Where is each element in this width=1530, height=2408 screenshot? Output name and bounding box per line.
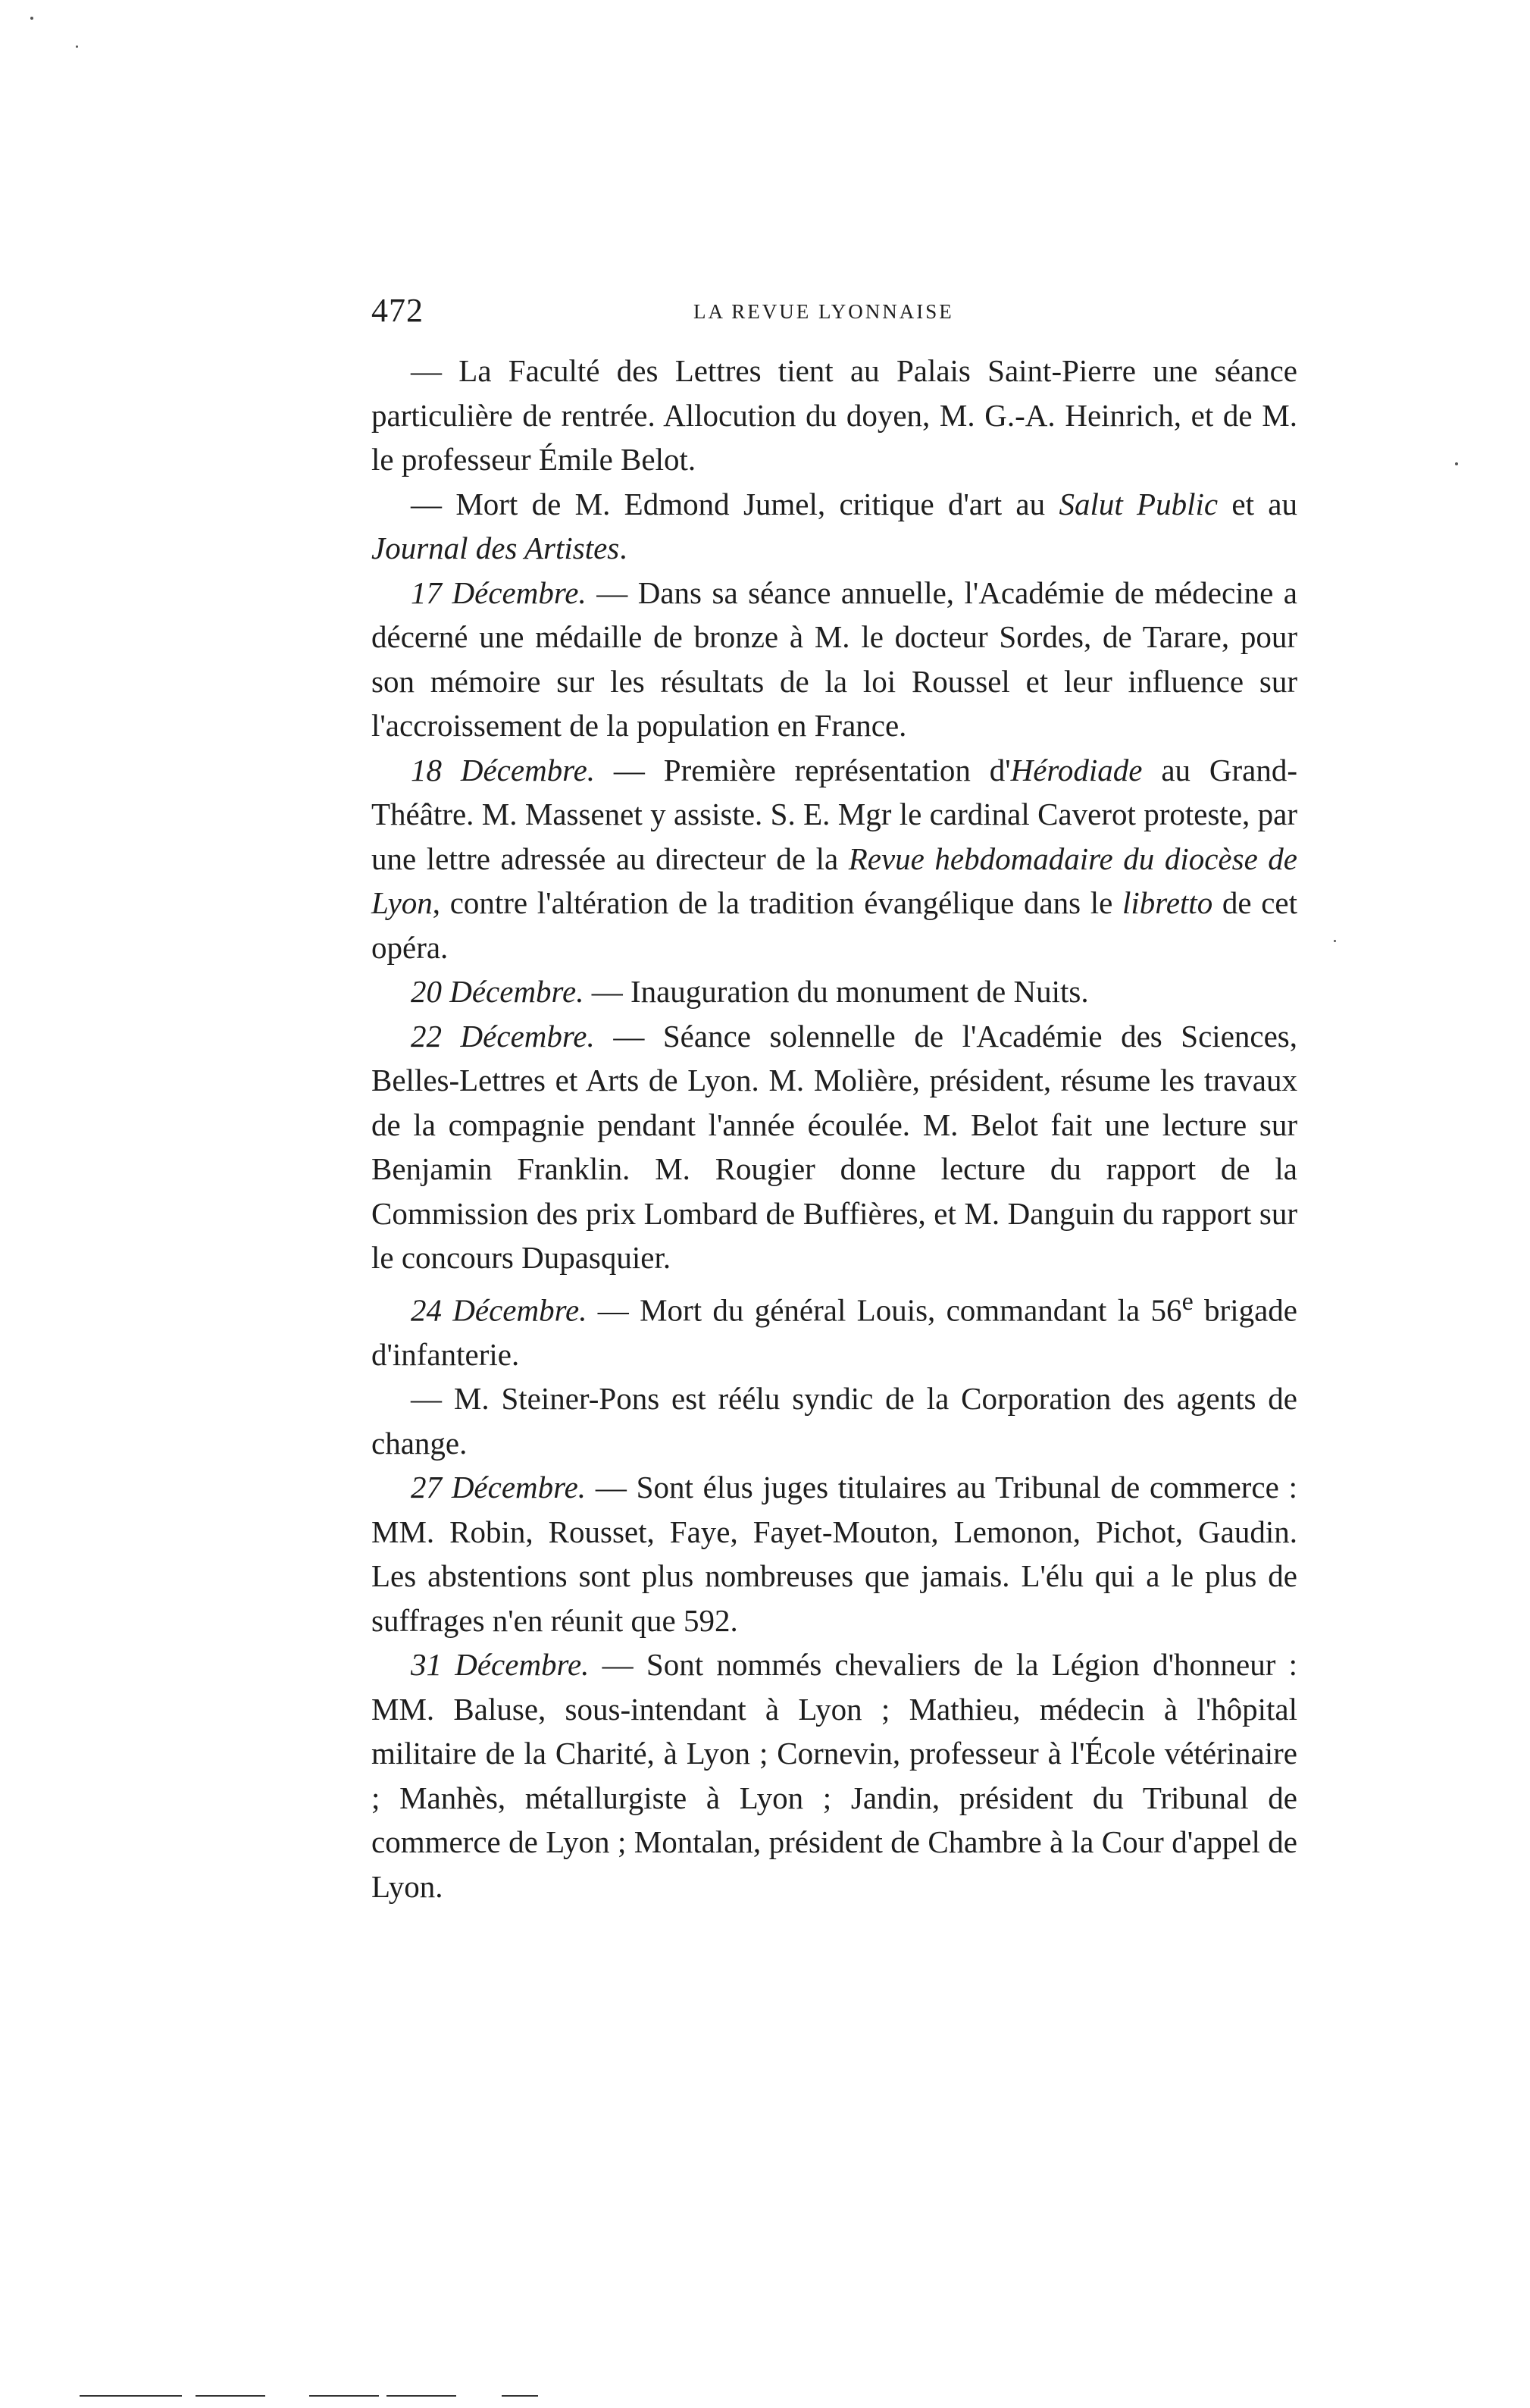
paragraph-18-decembre: [371, 748, 1297, 970]
bottom-edge-rules: [0, 2395, 1530, 2400]
superscript: e: [1181, 1287, 1194, 1316]
entry-date: 17 Décembre.: [411, 575, 587, 610]
paragraph-22-decembre: [371, 1014, 1297, 1280]
paragraph-24-decembre: [371, 1280, 1297, 1377]
paragraph-text: — Mort du général Louis, commandant la 56: [587, 1292, 1182, 1328]
divider: [309, 2395, 379, 2397]
divider: [386, 2395, 456, 2397]
entry-date: 27 Décembre.: [411, 1470, 587, 1505]
entry-date: 24 Décembre.: [411, 1292, 587, 1328]
em-dash: —: [411, 486, 456, 521]
italic-title: Journal des Artistes: [371, 531, 620, 565]
paragraph-faculte: [371, 349, 1297, 482]
paragraph-text: — Sont nommés chevaliers de la Légion d'honneur : MM. Baluse, sous-intendant à Lyon ; Mathieu, médecin à l'hôpital militaire de la Charité, à Lyon ; Cornevin, professeur à l'École vétérinaire ; Manhès, métallurgiste à Lyon ; Jandin, président du Tribunal de commerce de Lyon ; Montalan, président de Chambre à la Cour d'appel de Lyon.: [371, 1647, 1297, 1904]
divider: [502, 2395, 538, 2397]
entry-date: 31 Décembre.: [411, 1647, 590, 1683]
paragraph-text: brigade d'infanterie.: [371, 1292, 1297, 1372]
paragraph-text: et au: [1218, 486, 1298, 521]
paragraph-27-decembre: [371, 1465, 1297, 1642]
body-text: [371, 349, 1297, 1909]
paragraph-17-decembre: [371, 571, 1297, 748]
paragraph-text: — Inauguration du monument de Nuits.: [584, 974, 1089, 1009]
entry-date: 20 Décembre.: [411, 974, 584, 1009]
page-header: [371, 288, 1296, 333]
italic-title: Salut Public: [1059, 486, 1219, 521]
paragraph-text: M. Steiner-Pons est réélu syndic de la Corporation des agents de change.: [371, 1381, 1297, 1461]
paragraph-steiner-pons: [371, 1376, 1297, 1465]
em-dash: —: [411, 353, 459, 388]
paper-speck: [76, 45, 78, 48]
running-head: LA REVUE LYONNAISE: [693, 300, 954, 323]
page-number: 472: [371, 292, 424, 329]
paragraph-20-decembre: [371, 969, 1297, 1014]
entry-date: 22 Décembre.: [411, 1018, 595, 1054]
divider: [80, 2395, 182, 2397]
paper-speck: [1455, 462, 1458, 465]
paragraph-text: — Dans sa séance annuelle, l'Académie de médecine a décerné une médaille de bronze à M. le docteur Sordes, de Tarare, pour son mémoire sur les résultats de la loi Roussel et leur influence sur l'accroissement de la population en France.: [371, 575, 1297, 743]
paragraph-text: La Faculté des Lettres tient au Palais Saint-Pierre une séance particulière de rentrée. Allocution du doyen, M. G.-A. Heinrich, et de M. le professeur Émile Belot.: [371, 353, 1297, 477]
italic-title: libretto: [1122, 885, 1213, 920]
paragraph-text: au Grand-Théâtre. M. Massenet y assiste. S. E. Mgr le cardinal Caverot proteste, par une lettre adressée au directeur de la: [371, 752, 1297, 876]
italic-title: Revue hebdomadaire du diocèse de Lyon: [371, 841, 1297, 920]
paragraph-31-decembre: [371, 1642, 1297, 1909]
paragraph-text: de cet opéra.: [371, 885, 1298, 965]
paragraph-text: , contre l'altération de la tradition évangélique dans le: [432, 885, 1122, 920]
paragraph-jumel: [371, 482, 1297, 571]
entry-date: 18 Décembre.: [411, 752, 596, 788]
paragraph-text: — Sont élus juges titulaires au Tribunal de commerce : MM. Robin, Rousset, Faye, Fayet-Mouton, Lemonon, Pichot, Gaudin. Les abstentions sont plus nombreuses que jamais. L'élu qui a le plus de suffrages n'en réunit que 592.: [371, 1470, 1297, 1638]
italic-title: Hérodiade: [1010, 752, 1143, 788]
paper-speck: [1334, 940, 1336, 942]
em-dash: —: [411, 1381, 454, 1417]
paper-speck: [30, 17, 33, 20]
paragraph-text: Mort de M. Edmond Jumel, critique d'art au: [455, 486, 1059, 521]
divider: [196, 2395, 265, 2397]
paragraph-text: — Première représentation d': [595, 752, 1011, 788]
paragraph-text: — Séance solennelle de l'Académie des Sciences, Belles-Lettres et Arts de Lyon. M. Molière, président, résume les travaux de la compagnie pendant l'année écoulée. M. Belot fait une lecture sur Benjamin Franklin. M. Rougier donne lecture du rapport de la Commission des prix Lombard de Buffières, et M. Danguin du rapport sur le concours Dupasquier.: [371, 1018, 1297, 1275]
paragraph-text: .: [619, 531, 627, 565]
